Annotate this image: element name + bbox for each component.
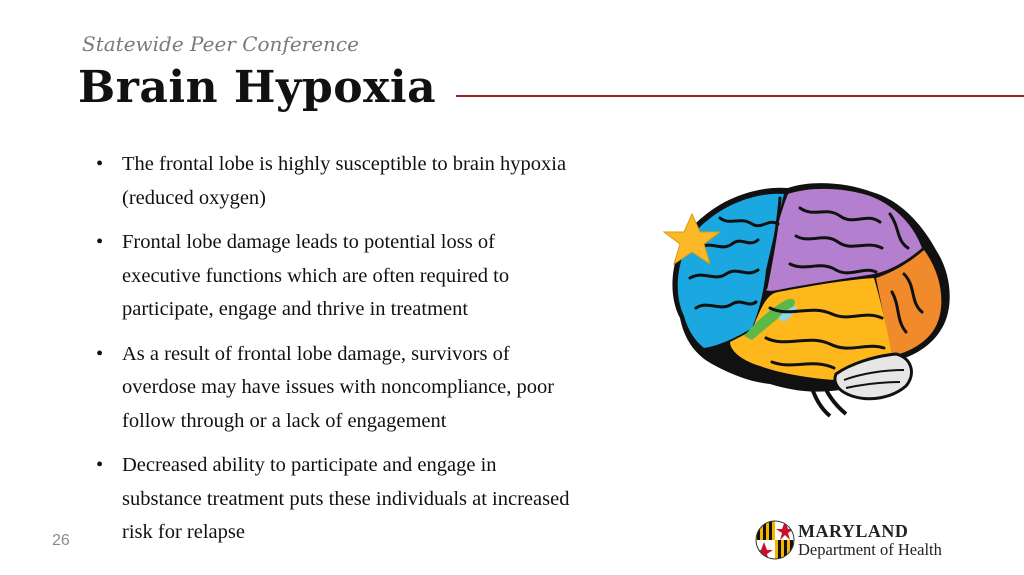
bullet-text: The frontal lobe is highly susceptible to brain hypoxia (reduced oxygen): [122, 153, 567, 209]
bullet-marker: •: [96, 342, 104, 365]
bullet-item: [96, 148, 576, 215]
bullet-list: [96, 148, 576, 561]
bullet-item: [96, 338, 576, 439]
bullet-marker: •: [96, 153, 104, 175]
bullet-text: Decreased ability to participate and engage in substance treatment puts these individuals at increased risk for relapse: [122, 454, 570, 543]
maryland-flag-logo: [754, 519, 796, 561]
title-rule: [456, 95, 1024, 97]
bullet-text: As a result of frontal lobe damage, survivors of overdose may have issues with noncompliance, poor follow through or a lack of engagement: [122, 342, 555, 432]
bullet-marker: •: [96, 454, 104, 476]
maryland-logo: [754, 519, 964, 563]
bullet-item: [96, 449, 576, 550]
bullet-marker: •: [96, 231, 104, 253]
bullet-item: [96, 226, 576, 327]
logo-line-2: Department of Health: [798, 540, 942, 559]
page-number: 26: [52, 532, 70, 549]
slide-title: Brain Hypoxia: [78, 62, 437, 113]
brain-illustration: [660, 178, 956, 418]
bullet-text: Frontal lobe damage leads to potential loss of executive functions which are often required to participate, engage and thrive in treatment: [122, 231, 510, 320]
slide-subtitle: Statewide Peer Conference: [82, 32, 359, 56]
logo-line-1: MARYLAND: [798, 521, 909, 541]
